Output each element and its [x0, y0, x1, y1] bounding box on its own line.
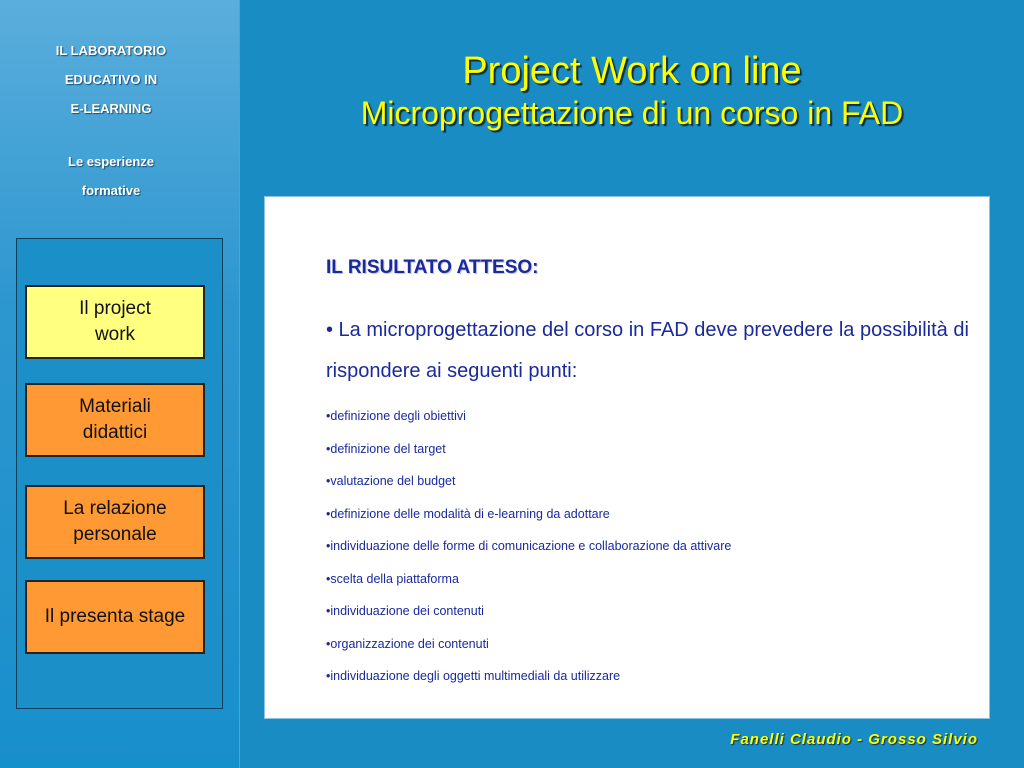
- list-item: •definizione del target: [326, 441, 446, 456]
- nav-button-label: La relazione: [63, 498, 167, 519]
- lab-title-line: IL LABORATORIO: [55, 43, 167, 58]
- intro-text: • La microprogettazione del corso in FAD deve prevedere la possibilità di rispondere ai seguenti punti:: [326, 319, 969, 382]
- lab-subtitle-line: formative: [81, 183, 141, 198]
- lab-subtitle: [0, 147, 222, 205]
- nav-button-label: Il project: [79, 298, 151, 319]
- list-item: •individuazione degli oggetti multimediali da utilizzare: [326, 669, 621, 683]
- header: [240, 48, 1024, 132]
- lab-title-line: EDUCATIVO IN: [64, 72, 158, 87]
- content-panel: [264, 196, 990, 719]
- nav-button-label: Il presenta stage: [44, 606, 186, 627]
- list-item: •individuazione delle forme di comunicazione e collaborazione da attivare: [326, 539, 732, 553]
- section-heading: IL RISULTATO ATTESO:: [326, 257, 539, 278]
- page-title: Project Work on line: [462, 50, 802, 92]
- nav-button-materiali-didattici[interactable]: [25, 383, 205, 457]
- nav-panel: [16, 238, 223, 709]
- list-item: •scelta della piattaforma: [326, 571, 459, 586]
- page-subtitle: Microprogettazione di un corso in FAD: [360, 95, 904, 131]
- list-item: •organizzazione dei contenuti: [326, 636, 489, 651]
- nav-button-label: didattici: [82, 422, 148, 443]
- lab-subtitle-line: Le esperienze: [68, 154, 154, 169]
- lab-title: [0, 36, 222, 123]
- nav-button-label: Materiali: [79, 396, 151, 417]
- nav-button-label: personale: [73, 524, 157, 545]
- points-list: [326, 400, 976, 693]
- list-item: •definizione degli obiettivi: [326, 409, 466, 423]
- list-item: •individuazione dei contenuti: [326, 604, 484, 618]
- nav-button-project-work[interactable]: [25, 285, 205, 359]
- lab-title-line: E-LEARNING: [70, 101, 152, 116]
- nav-button-presenta-stage[interactable]: [25, 580, 205, 654]
- footer-authors: Fanelli Claudio - Grosso Silvio: [730, 731, 978, 748]
- list-item: •valutazione del budget: [326, 474, 456, 488]
- nav-button-relazione-personale[interactable]: [25, 485, 205, 559]
- list-item: •definizione delle modalità di e-learning da adottare: [326, 506, 610, 521]
- nav-button-label: work: [94, 324, 136, 345]
